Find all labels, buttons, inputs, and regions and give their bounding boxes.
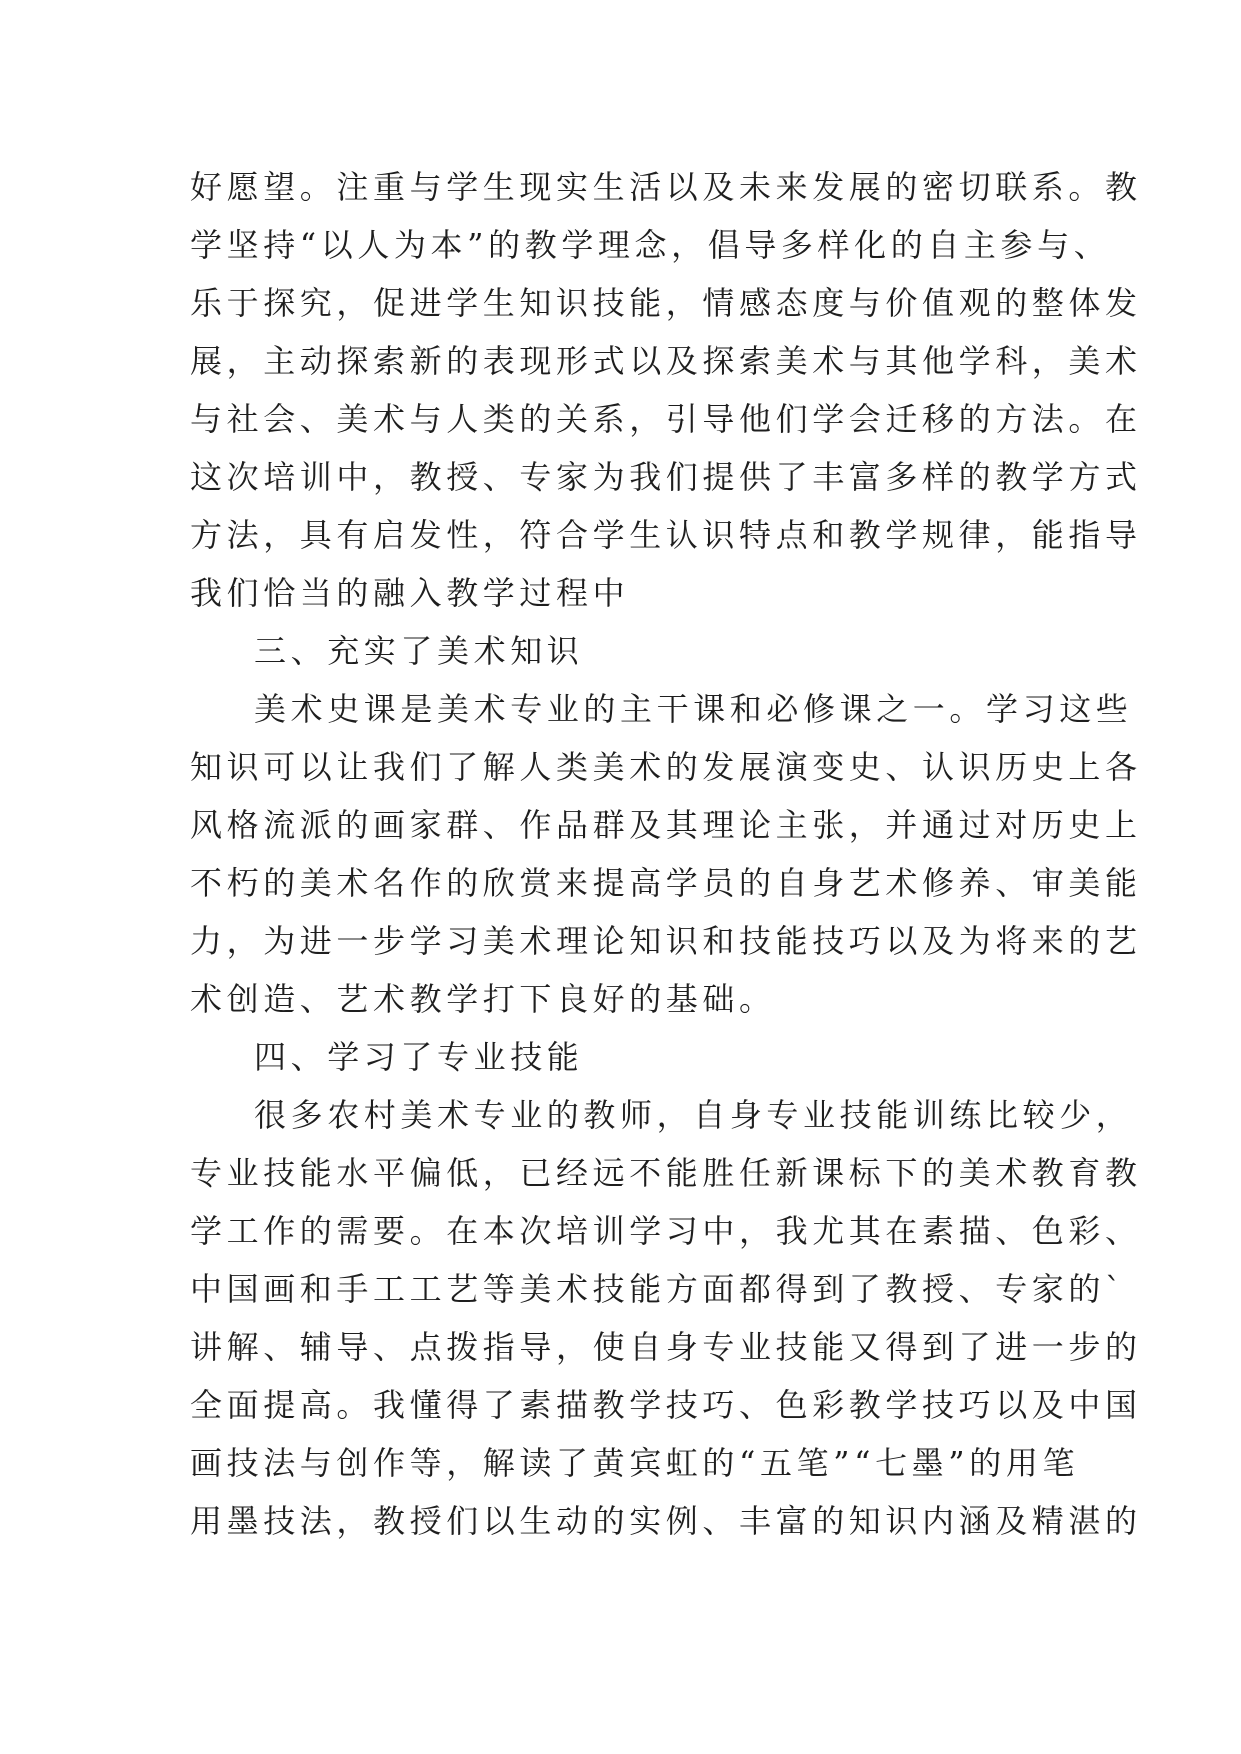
text-line: 这次培训中，教授、专家为我们提供了丰富多样的教学方式 (190, 458, 1142, 496)
text-line: 四、学习了专业技能 (254, 1038, 584, 1076)
text-line: 力，为进一步学习美术理论知识和技能技巧以及为将来的艺 (190, 922, 1142, 960)
text-line: 乐于探究，促进学生知识技能，情感态度与价值观的整体发 (190, 284, 1142, 322)
text-line: 展，主动探索新的表现形式以及探索美术与其他学科，美术 (190, 342, 1142, 380)
text-line: 很多农村美术专业的教师，自身专业技能训练比较少， (254, 1096, 1133, 1134)
text-line: 用墨技法，教授们以生动的实例、丰富的知识内涵及精湛的 (190, 1502, 1142, 1540)
text-line: 方法，具有启发性，符合学生认识特点和教学规律，能指导 (190, 516, 1142, 554)
text-line: 与社会、美术与人类的关系，引导他们学会迁移的方法。在 (190, 400, 1142, 438)
text-line: 全面提高。我懂得了素描教学技巧、色彩教学技巧以及中国 (190, 1386, 1142, 1424)
text-line: 术创造、艺术教学打下良好的基础。 (190, 980, 776, 1018)
text-line: 知识可以让我们了解人类美术的发展演变史、认识历史上各 (190, 748, 1142, 786)
text-line: 讲解、辅导、点拨指导，使自身专业技能又得到了进一步的 (190, 1328, 1142, 1366)
text-line: 画技法与创作等，解读了黄宾虹的“五笔”“七墨”的用笔 (190, 1444, 1080, 1482)
text-line: 我们恰当的融入教学过程中 (190, 574, 630, 612)
document-body (190, 158, 1142, 1550)
text-line: 美术史课是美术专业的主干课和必修课之一。学习这些 (254, 690, 1133, 728)
text-line: 学工作的需要。在本次培训学习中，我尤其在素描、色彩、 (190, 1212, 1142, 1250)
text-line: 专业技能水平偏低，已经远不能胜任新课标下的美术教育教 (190, 1154, 1142, 1192)
text-line: 不朽的美术名作的欣赏来提高学员的自身艺术修养、审美能 (190, 864, 1142, 902)
text-line: 好愿望。注重与学生现实生活以及未来发展的密切联系。教 (190, 168, 1142, 206)
text-line: 三、充实了美术知识 (254, 632, 584, 670)
text-line: 中国画和手工工艺等美术技能方面都得到了教授、专家的` (190, 1270, 1126, 1308)
text-line: 学坚持“以人为本”的教学理念，倡导多样化的自主参与、 (190, 226, 1111, 264)
text-line: 风格流派的画家群、作品群及其理论主张，并通过对历史上 (190, 806, 1142, 844)
